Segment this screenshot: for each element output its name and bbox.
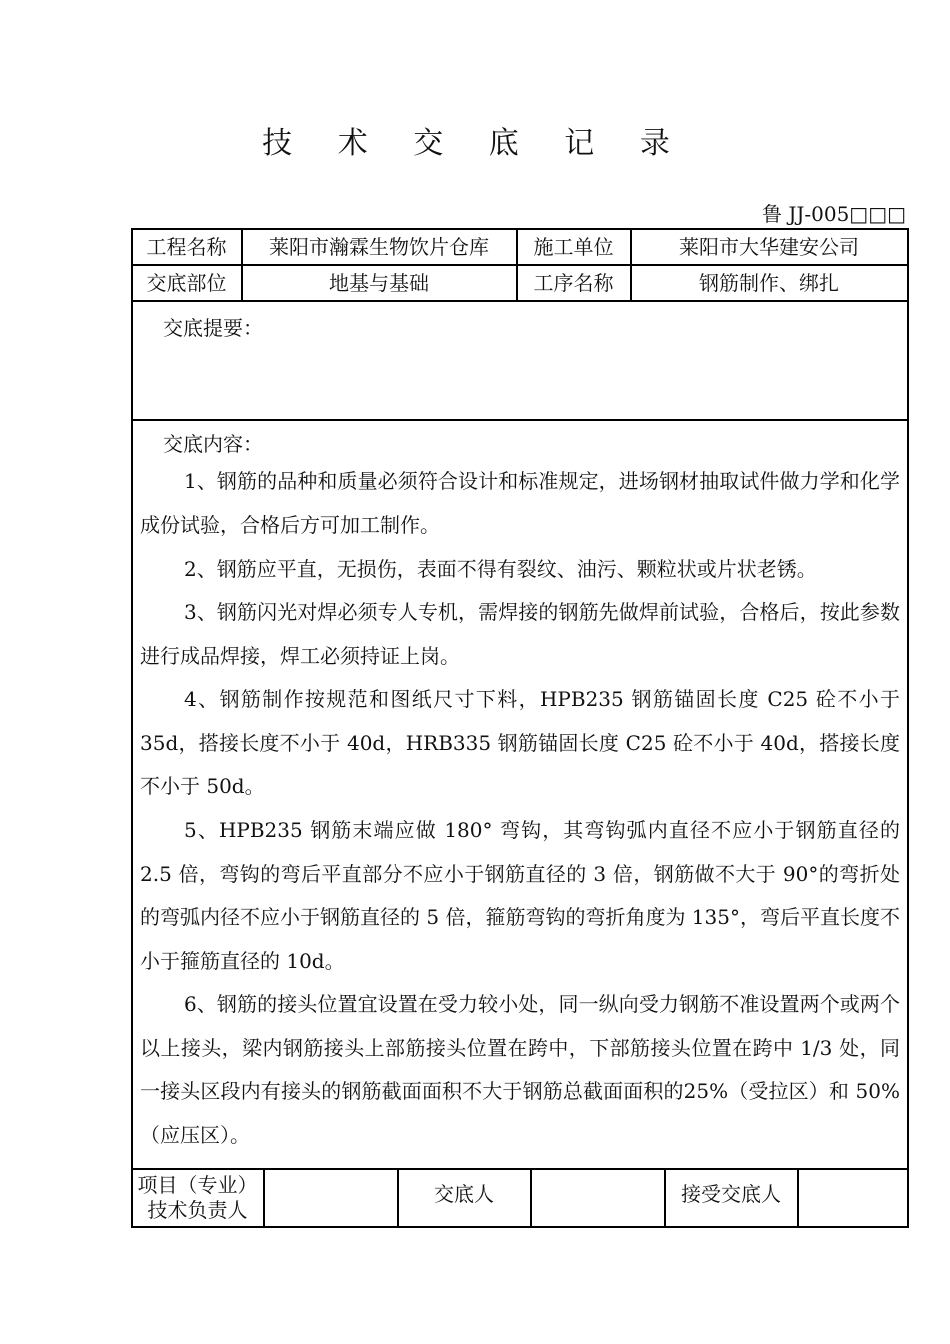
contractor-label: 施工单位: [533, 234, 614, 259]
tech-lead-signature[interactable]: [264, 1169, 397, 1226]
document-title: 技 术 交 底 记 录: [262, 126, 688, 161]
table-line: [131, 300, 909, 302]
summary-label: 交底提要：: [163, 316, 263, 340]
table-line: [131, 1226, 909, 1228]
process-name-label: 工序名称: [533, 270, 614, 295]
process-name-value: 钢筋制作、绑扎: [699, 270, 839, 295]
content-item-4: 4、钢筋制作按规范和图纸尺寸下料，HPB235 钢筋锚固长度 C25 砼不小于35d，搭接长度不小于 40d，HRB335 钢筋锚固长度 C25 砼不小于 40d，搭接长度不小于 50d。: [140, 687, 900, 798]
table-line: [907, 228, 909, 1227]
project-name-value: 莱阳市瀚霖生物饮片仓库: [269, 234, 489, 259]
discloser-label: 交底人: [434, 1182, 494, 1206]
discloser-signature[interactable]: [531, 1169, 664, 1226]
tech-lead-label: [132, 1169, 263, 1226]
content-item-1: 1、钢筋的品种和质量必须符合设计和标准规定，进场钢材抽取试件做力学和化学成份试验，合格后方可加工制作。: [140, 469, 900, 537]
document-code: 鲁 JJ-005□□□: [761, 202, 906, 226]
content-item-3: 3、钢筋闪光对焊必须专人专机，需焊接的钢筋先做焊前试验，合格后，按此参数进行成品焊接，焊工必须持证上岗。: [140, 600, 900, 668]
content-item-2: 2、钢筋应平直，无损伤，表面不得有裂纹、油污、颗粒状或片状老锈。: [184, 557, 817, 581]
receiver-label: 接受交底人: [681, 1182, 781, 1206]
tech-lead-label-line1: 项目（专业）: [137, 1172, 258, 1197]
disclosure-part-value: 地基与基础: [329, 270, 429, 295]
content-label: 交底内容：: [163, 432, 263, 456]
receiver-signature[interactable]: [798, 1169, 907, 1226]
tech-lead-label-line2: 技术负责人: [147, 1197, 248, 1222]
disclosure-part-label: 交底部位: [146, 270, 227, 295]
table-line: [131, 419, 909, 421]
table-line: [131, 228, 133, 1227]
content-item-5: 5、HPB235 钢筋末端应做 180° 弯钩，其弯钩弧内直径不应小于钢筋直径的 2.5 倍，弯钩的弯后平直部分不应小于钢筋直径的 3 倍，钢筋做不大于 90°的弯折处的弯弧内径不应小于钢筋直径的 5 倍，箍筋弯钩的弯折角度为 135°，弯后平直长度不小于箍筋直径的 10d。: [140, 818, 900, 973]
project-name-label: 工程名称: [146, 234, 227, 259]
contractor-value: 莱阳市大华建安公司: [679, 234, 859, 259]
content-item-6: 6、钢筋的接头位置宜设置在受力较小处，同一纵向受力钢筋不准设置两个或两个以上接头，梁内钢筋接头上部筋接头位置在跨中，下部筋接头位置在跨中 1/3 处，同一接头区段内有接头的钢筋截面面积不大于钢筋总截面面积的25%（受拉区）和 50%（应压区）。: [140, 992, 900, 1147]
